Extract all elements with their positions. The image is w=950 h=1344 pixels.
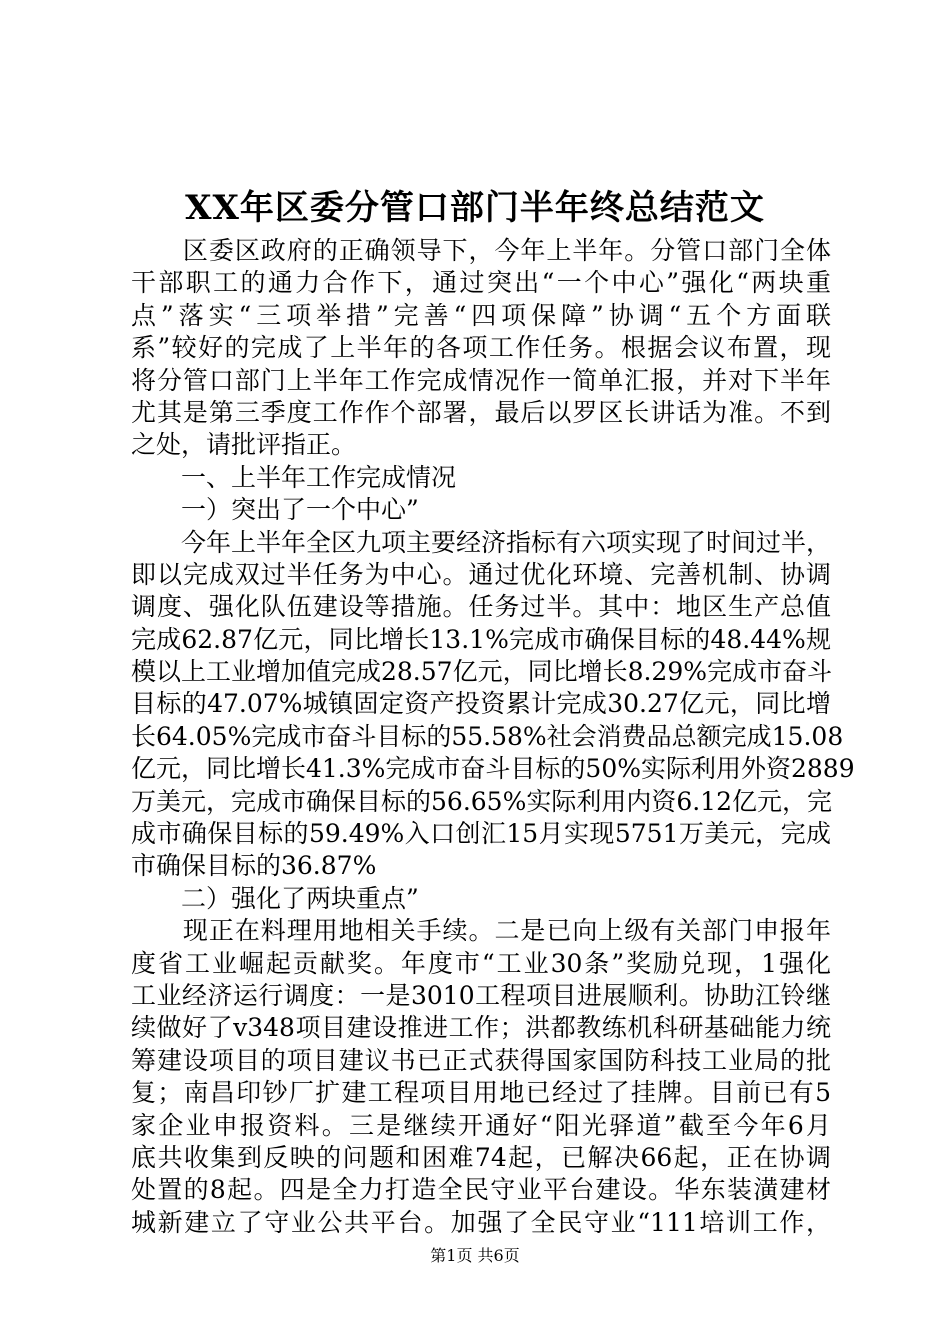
- body-line: 复；南昌印钞厂扩建工程项目用地已经过了挂牌。目前已有5: [131, 1078, 831, 1108]
- body-line: 之处，请批评指正。: [131, 430, 357, 460]
- body-line: 点”落实“三项举措”完善“四项保障”协调“五个方面联: [131, 300, 831, 330]
- body-line: 干部职工的通力合作下，通过突出“一个中心”强化“两块重: [131, 268, 831, 298]
- body-line: 尤其是第三季度工作作个部署，最后以罗区长讲话为准。不到: [131, 397, 831, 427]
- body-line: 调度、强化队伍建设等措施。任务过半。其中：地区生产总值: [131, 592, 831, 622]
- body-line: 城新建立了守业公共平台。加强了全民守业“111培训工作，: [131, 1207, 831, 1237]
- body-line: 万美元，完成市确保目标的56.65%实际利用内资6.12亿元，完: [131, 786, 832, 816]
- body-line: 工业经济运行调度：一是3010工程项目进展顺利。协助江铃继: [131, 980, 831, 1010]
- body-line: 系”较好的完成了上半年的各项工作任务。根据会议布置，现: [131, 333, 831, 363]
- body-line: 长64.05%完成市奋斗目标的55.58%社会消费品总额完成15.08: [131, 721, 844, 751]
- document-body: [131, 235, 855, 1239]
- body-line: 完成62.87亿元，同比增长13.1%完成市确保目标的48.44%规: [131, 624, 831, 654]
- page-footer: 第1页 共6页: [430, 1246, 520, 1265]
- body-line: 模以上工业增加值完成28.57亿元，同比增长8.29%完成市奋斗: [131, 657, 832, 687]
- body-line: 筹建设项目的项目建议书已正式获得国家国防科技工业局的批: [131, 1045, 831, 1075]
- body-line: 底共收集到反映的问题和困难74起，已解决66起，正在协调: [131, 1142, 831, 1172]
- body-line: 成市确保目标的59.49%入口创汇15月实现5751万美元，完成: [131, 819, 831, 849]
- document-title: XX年区委分管口部门半年终总结范文: [185, 188, 765, 228]
- body-line: 度省工业崛起贡献奖。年度市“工业30条”奖励兑现，1强化: [131, 948, 831, 978]
- section-heading: 一、上半年工作完成情况: [131, 462, 457, 492]
- subsection-heading: 一）突出了一个中心”: [131, 495, 419, 525]
- body-line: 区委区政府的正确领导下，今年上半年。分管口部门全体: [131, 236, 831, 265]
- body-line: 目标的47.07%城镇固定资产投资累计完成30.27亿元，同比增: [131, 689, 831, 719]
- body-line: 家企业申报资料。三是继续开通好“阳光驿道”截至今年6月: [131, 1110, 831, 1140]
- body-line: 现正在料理用地相关手续。二是已向上级有关部门申报年: [131, 916, 831, 946]
- body-line: 即以完成双过半任务为中心。通过优化环境、完善机制、协调: [131, 559, 831, 589]
- subsection-heading: 二）强化了两块重点”: [131, 883, 419, 913]
- body-line: 将分管口部门上半年工作完成情况作一简单汇报，并对下半年: [131, 365, 831, 395]
- body-line: 今年上半年全区九项主要经济指标有六项实现了时间过半，: [131, 527, 832, 557]
- body-line: 市确保目标的36.87%: [131, 851, 377, 881]
- body-line: 处置的8起。四是全力打造全民守业平台建设。华东装潢建材: [131, 1175, 831, 1205]
- body-line: 续做好了v348项目建设推进工作；洪都教练机科研基础能力统: [131, 1013, 831, 1043]
- body-line: 亿元，同比增长41.3%完成市奋斗目标的50%实际利用外资2889: [131, 754, 855, 784]
